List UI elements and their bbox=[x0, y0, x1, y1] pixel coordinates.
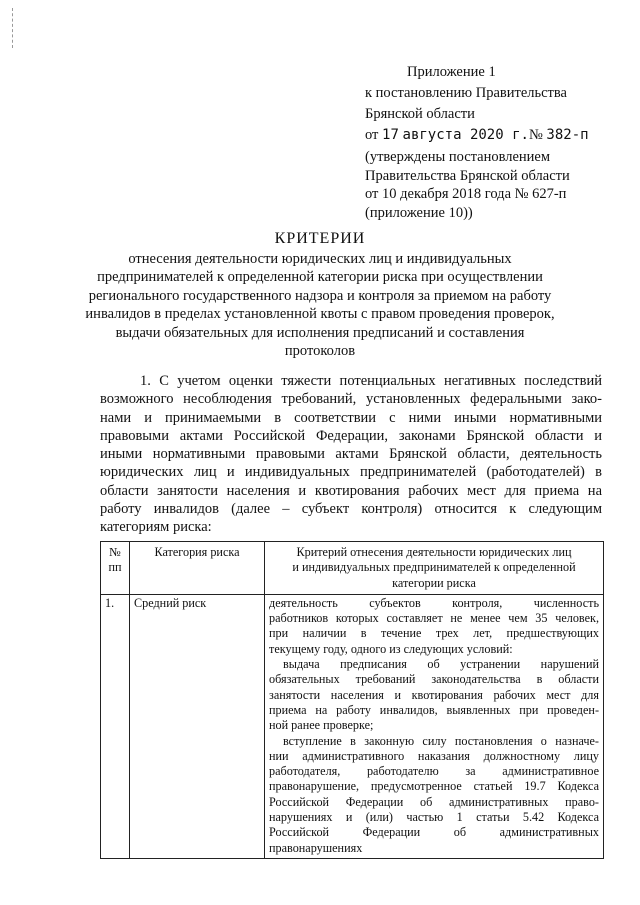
subtitle-line: предпринимателей к определенной категории риска при осуществлении bbox=[97, 269, 543, 286]
subtitle-line: протоколов bbox=[284, 343, 356, 360]
document-title: КРИТЕРИИ bbox=[274, 230, 366, 247]
header-number-line-1: № bbox=[109, 545, 121, 559]
criterion-line: обязательных требований законодательства в области bbox=[269, 672, 599, 687]
row-category: Средний риск bbox=[130, 594, 265, 858]
criterion-line: ной ранее проверке; bbox=[269, 718, 374, 733]
row-number: 1. bbox=[101, 594, 130, 858]
criterion-line: правонарушениях bbox=[269, 840, 363, 855]
margin-mark bbox=[12, 8, 15, 48]
paragraph-line: юридических лиц и индивидуальных предпринимателей (работодателей) в bbox=[100, 464, 602, 481]
paragraph-line: возможного несоблюдения требований, установленных федеральными зако- bbox=[100, 391, 602, 408]
criterion-line: Российской Федерации об административных bbox=[269, 825, 599, 840]
date-day: 17 bbox=[382, 127, 399, 143]
table-header-row bbox=[101, 542, 604, 595]
header-number bbox=[101, 542, 130, 595]
paragraph-line: области занятости населения и квотирования рабочих мест для приема на bbox=[100, 482, 602, 499]
criterion-line: нии административного наказания должностному лицу bbox=[269, 748, 599, 763]
document-subtitle bbox=[80, 250, 560, 360]
appendix-line-3: Брянской области bbox=[365, 106, 475, 122]
paragraph-line: нами и принимаемыми в соответствии с ними иными нормативными bbox=[100, 409, 602, 426]
paragraph-line: иными нормативными правовыми актами Брянской области, деятельность bbox=[100, 446, 602, 463]
criterion-line: работодателя, работодателю за административное bbox=[269, 764, 599, 779]
criterion-line: выдача предписания об устранении нарушений bbox=[283, 657, 599, 672]
header-criterion-line: и индивидуальных предпринимателей к определенной bbox=[292, 560, 576, 575]
number-value: 382-п bbox=[546, 127, 589, 143]
subtitle-line: отнесения деятельности юридических лиц и индивидуальных bbox=[128, 251, 512, 267]
approved-line: от 10 декабря 2018 года № 627-п bbox=[365, 186, 567, 202]
row-criterion bbox=[265, 594, 604, 858]
header-criterion-line: Критерий отнесения деятельности юридических лиц bbox=[296, 545, 572, 559]
criterion-line: работников которых составляет не менее чем 35 человек, bbox=[269, 611, 599, 626]
number-sign: № bbox=[528, 127, 543, 143]
appendix-title: Приложение 1 bbox=[407, 64, 496, 80]
paragraph-1 bbox=[100, 372, 602, 537]
table-row bbox=[101, 594, 604, 858]
paragraph-line: категориям риска: bbox=[100, 519, 212, 536]
criterion-line: деятельность субъектов контроля, численность bbox=[269, 595, 599, 610]
paragraph-line: 1. С учетом оценки тяжести потенциальных негативных последствий bbox=[140, 373, 602, 389]
criterion-line: правонарушение, предусмотренное статьей 19.7 Кодекса bbox=[269, 779, 599, 794]
criterion-line: нарушениях и (или) частью 1 статьи 5.42 Кодекса bbox=[269, 810, 599, 825]
paragraph-line: работу инвалидов (далее – субъект контроля) относится к следующим bbox=[100, 501, 602, 518]
criterion-line: занятости населения и квотирования рабочих мест для bbox=[269, 687, 599, 702]
criterion-line: при наличии в течение трех лет, предшествующих bbox=[269, 626, 599, 641]
appendix-header bbox=[365, 62, 625, 146]
approved-note bbox=[365, 148, 625, 222]
header-category: Категория риска bbox=[130, 542, 265, 595]
approved-line: (утверждены постановлением bbox=[365, 149, 551, 165]
date-prefix: от bbox=[365, 127, 379, 143]
appendix-date-line bbox=[365, 125, 625, 146]
subtitle-line: выдачи обязательных для исполнения предписаний и составления bbox=[115, 324, 525, 341]
date-month-year: августа 2020 г. bbox=[402, 127, 529, 143]
criterion-line: приема на работу инвалидов, выявленных при проведен- bbox=[269, 702, 599, 717]
criterion-line: вступление в законную силу постановления о назначе- bbox=[283, 733, 599, 748]
header-criterion-line: категории риска bbox=[392, 575, 476, 590]
subtitle-line: регионального государственного надзора и контроля за приемом на работу bbox=[88, 287, 552, 304]
criterion-line: Российской Федерации об административных право- bbox=[269, 794, 599, 809]
criterion-line: текущему году, одного из следующих условий: bbox=[269, 641, 513, 656]
header-criterion bbox=[265, 542, 604, 595]
paragraph-line: правовыми актами Российской Федерации, законами Брянской области и bbox=[100, 427, 602, 444]
approved-line: Правительства Брянской области bbox=[365, 167, 570, 184]
subtitle-line: инвалидов в пределах установленной квоты с правом проведения проверок, bbox=[85, 306, 555, 323]
risk-criteria-table bbox=[100, 541, 604, 859]
appendix-line-2: к постановлению Правительства bbox=[365, 85, 567, 101]
approved-line: (приложение 10)) bbox=[365, 204, 473, 221]
header-number-line-2: пп bbox=[108, 560, 122, 575]
